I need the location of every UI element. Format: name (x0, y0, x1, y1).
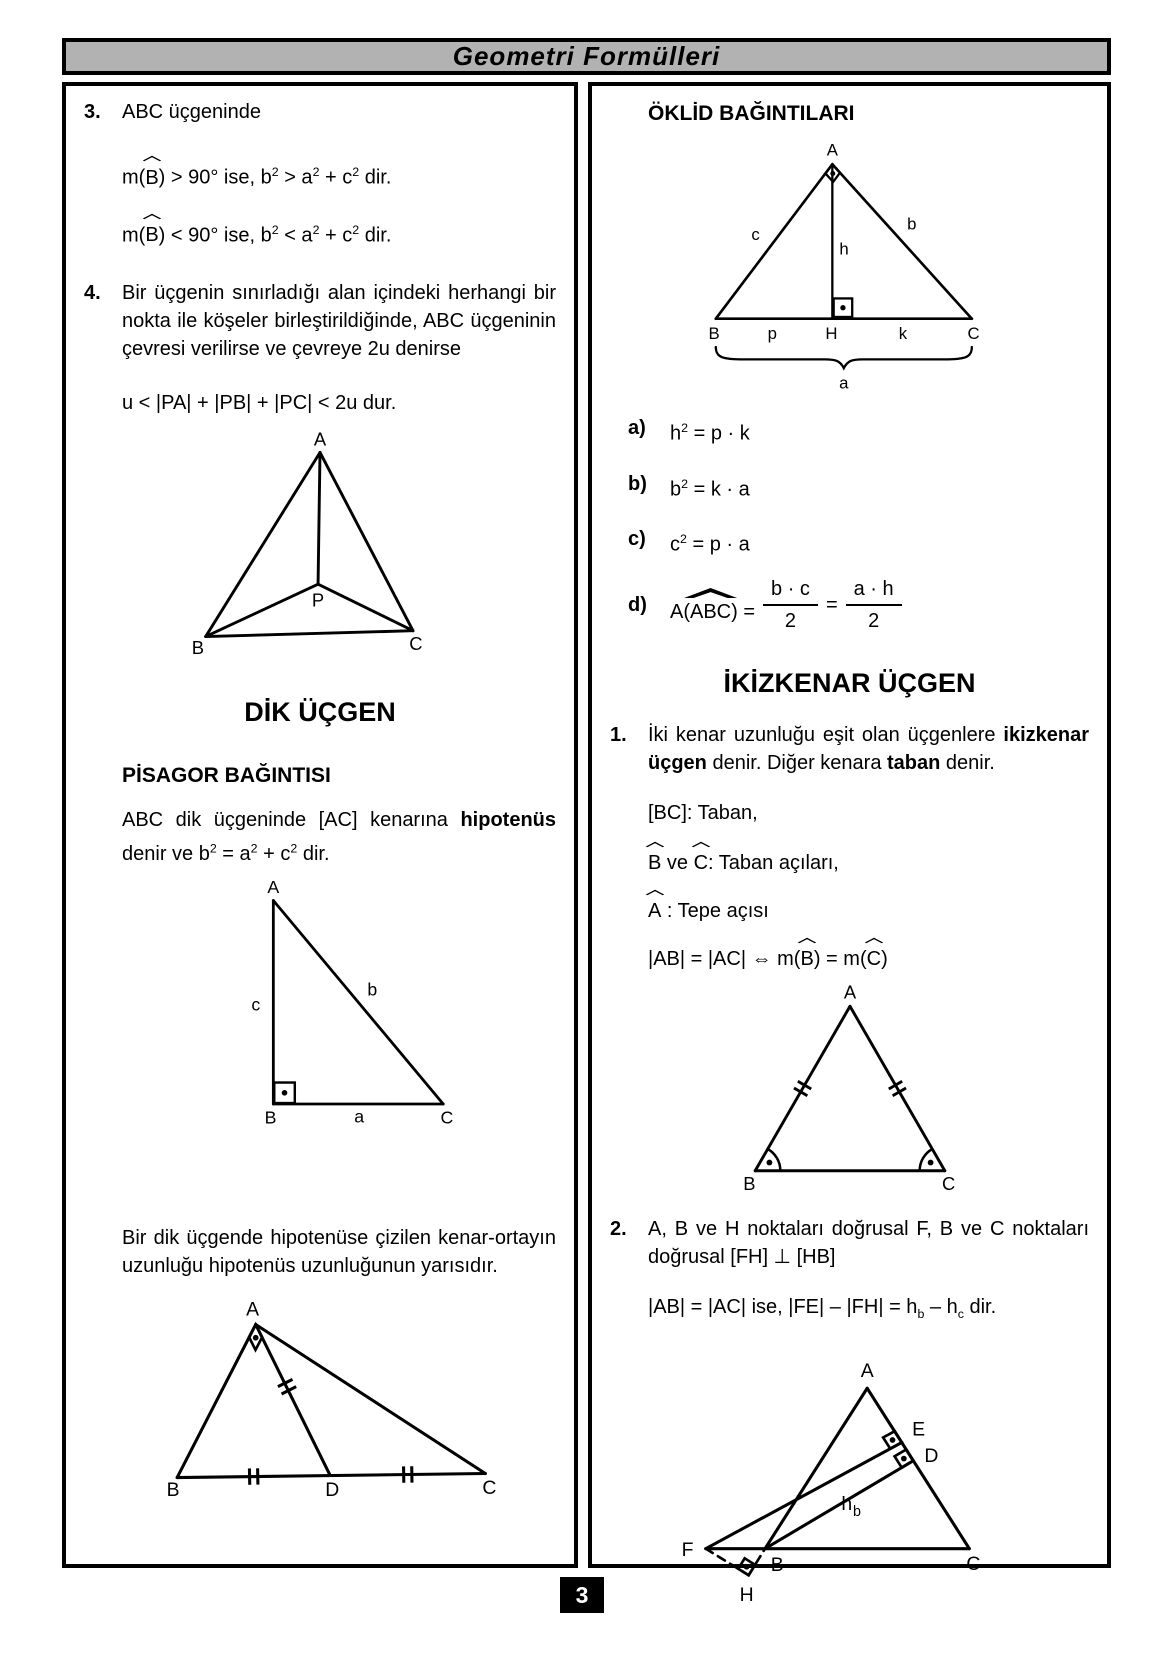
fraction-numerator: b · c (763, 575, 818, 606)
vertex-label-a: A (860, 1359, 874, 1382)
item-4-number: 4. (84, 282, 101, 305)
vertex-label-a: A (843, 981, 856, 1003)
formula-b-expr: $b^2 = k \cdot a$ (670, 476, 750, 501)
segment-label-p: p (767, 324, 777, 344)
point-label-d: D (325, 1478, 340, 1501)
formula-c-label: c) (628, 528, 646, 551)
side-label-b: b (367, 979, 378, 1000)
item-3-formula-2: m( B) < 90° ise, $b^2 < a^2 + c^2$ dir. (122, 202, 556, 250)
point-label-d: D (924, 1444, 939, 1467)
triangle-outline (273, 901, 443, 1104)
dik-ucgen-heading: DİK ÜÇGEN (244, 697, 396, 728)
base-angle-mark-c (919, 1149, 933, 1171)
item-1-seg3: denir. (940, 751, 995, 774)
vertex-label-c: C (941, 1173, 955, 1195)
base-angle-mark-b (766, 1149, 780, 1171)
vertex-label-b: B (166, 1478, 180, 1501)
cevians-to-p (206, 453, 413, 637)
tepe-acisi-line: A : Tepe açısı (648, 883, 1089, 925)
page-title: Geometri Formülleri (452, 41, 721, 71)
item-1-seg2: denir. Diğer kenara (706, 751, 888, 774)
brace-a (715, 347, 971, 368)
right-triangle-diagram (180, 877, 460, 1132)
side-label-c: c (750, 225, 760, 245)
vertex-label-c: C (409, 633, 423, 655)
point-label-h: H (739, 1583, 754, 1606)
side-label-c: c (251, 994, 261, 1015)
point-label-f: F (681, 1538, 694, 1561)
isosceles-equality-line: |AB| = |AC| ⇔ m( B) = m( C) (648, 931, 1089, 973)
fraction-denominator: 2 (868, 609, 880, 632)
vertex-label-c: C (482, 1476, 497, 1499)
item-1-bold-ikizkenar: ikizkenar üçgen (648, 723, 1089, 774)
formula-b (610, 462, 1089, 504)
triangle-outline (206, 453, 413, 637)
vertex-label-b: B (191, 637, 205, 659)
vertex-label-c: C (967, 324, 980, 344)
vertex-label-b: B (742, 1173, 756, 1195)
item-1-bold-taban: taban (887, 751, 941, 774)
vertex-label-b: B (707, 324, 720, 344)
segment-label-k: k (898, 324, 907, 344)
formula-d-label: d) (628, 593, 647, 616)
svg-text:b: b (852, 1503, 861, 1520)
triangle-with-inner-point-diagram (165, 429, 475, 659)
formula-d-lhs: A( ABC) = (670, 584, 755, 626)
page-header (62, 38, 1111, 75)
euclid-triangle-diagram (638, 136, 1062, 392)
heights-diagram (624, 1332, 1094, 1608)
fraction-numerator: a · h (846, 575, 902, 606)
pisagor-bold-hipotenus: hipotenüs (460, 809, 556, 832)
vertex-label-b: B (264, 1107, 277, 1128)
item-4 (84, 279, 556, 363)
item-2-body: A, B ve H noktaları doğrusal F, B ve C noktaları doğrusal [FH] ⊥ [HB] (648, 1217, 1089, 1268)
pisagor-heading: PİSAGOR BAĞINTISI (122, 764, 331, 788)
right-angle-mark-h (833, 298, 852, 317)
vertex-label-c: C (440, 1107, 454, 1128)
formula-b-label: b) (628, 472, 647, 495)
item-1-number: 1. (610, 723, 627, 746)
item-1 (610, 721, 1089, 777)
vertex-label-c: C (966, 1553, 981, 1576)
formula-d (610, 575, 1089, 635)
item-2-number: 2. (610, 1217, 627, 1240)
item-1-body (648, 721, 1089, 777)
item-4-formula: u < |PA| + |PB| + |PC| < 2u dur. (122, 392, 397, 415)
vertex-label-a: A (826, 140, 838, 160)
item-3-intro: ABC üçgeninde (122, 101, 261, 123)
oklid-heading: ÖKLİD BAĞINTILARI (648, 102, 855, 125)
page-number: 3 (560, 1577, 604, 1613)
height-label-hb (841, 1493, 861, 1520)
side-label-a: a (354, 1106, 365, 1127)
svg-text:h: h (841, 1492, 853, 1515)
vertex-label-b: B (770, 1554, 784, 1577)
base-label-a: a (838, 373, 848, 393)
isosceles-triangle-diagram (695, 981, 1005, 1195)
formula-a-expr: $h^2 = p \cdot k$ (670, 421, 750, 445)
item-3 (84, 98, 556, 126)
vertex-label-a: A (313, 429, 327, 450)
triangle-outline (177, 1324, 485, 1477)
pisagor-seg1: ABC dik üçgeninde [AC] kenarına (122, 809, 461, 832)
fraction-bc-2 (763, 575, 818, 635)
dashed-fh-hb (706, 1549, 765, 1576)
ikizkenar-heading: İKİZKENAR ÜÇGEN (723, 667, 976, 698)
right-angle-mark-b (274, 1083, 295, 1104)
vertex-label-a: A (267, 877, 280, 898)
foot-label-h: H (824, 324, 838, 344)
left-column (62, 82, 578, 1568)
pisagor-seg2: denir ve $b^2 = a^2 + c^2$ dir. (122, 841, 330, 865)
formula-a-label: a) (628, 417, 646, 439)
point-label-e: E (912, 1418, 926, 1441)
item-4-body: Bir üçgenin sınırladığı alan içindeki herhangi bir nokta ile köşeler birleştirildiğinde, ABC üçgeninin çevresi verilirse ve çevreye 2u denirse (122, 282, 556, 361)
item-3-formula-1: m( B) > 90° ise, $b^2 > a^2 + c^2$ dir. (122, 144, 556, 192)
triangle-outline (755, 1006, 945, 1170)
fraction-ah-2 (846, 575, 902, 635)
right-angle-mark-d (895, 1450, 914, 1468)
triangle-and-lines (706, 1388, 970, 1548)
median-triangle-diagram (136, 1300, 504, 1499)
right-angle-mark-e (883, 1431, 902, 1449)
item-2-formula: |AB| = |AC| ise, $|FE| - |FH| = h_b - h_c$ dir. (648, 1295, 997, 1321)
median-note: Bir dik üçgende hipotenüse çizilen kenar-ortayın uzunluğu hipotenüs uzunluğunun yarısıdır. (122, 1226, 556, 1277)
point-label-p: P (311, 589, 325, 611)
formula-a (610, 406, 1089, 448)
right-column (588, 82, 1111, 1606)
formula-c-expr: $c^2 = p \cdot a$ (670, 532, 750, 556)
side-label-b: b (906, 214, 916, 234)
item-3-number: 3. (84, 101, 101, 123)
equals-sign: = (825, 593, 838, 616)
item-2 (610, 1215, 1089, 1271)
altitude-label-h: h (838, 239, 849, 259)
vertex-label-a: A (246, 1298, 260, 1321)
taban-acilari-line: B ve C: Taban açıları, (648, 835, 1089, 877)
pisagor-paragraph (122, 806, 556, 868)
taban-line: [BC]: Taban, (648, 801, 758, 824)
formula-c (610, 517, 1089, 559)
right-angle-mark-h (738, 1558, 755, 1575)
item-1-seg1: İki kenar uzunluğu eşit olan üçgenlere (648, 723, 1004, 746)
fraction-denominator: 2 (784, 609, 797, 632)
